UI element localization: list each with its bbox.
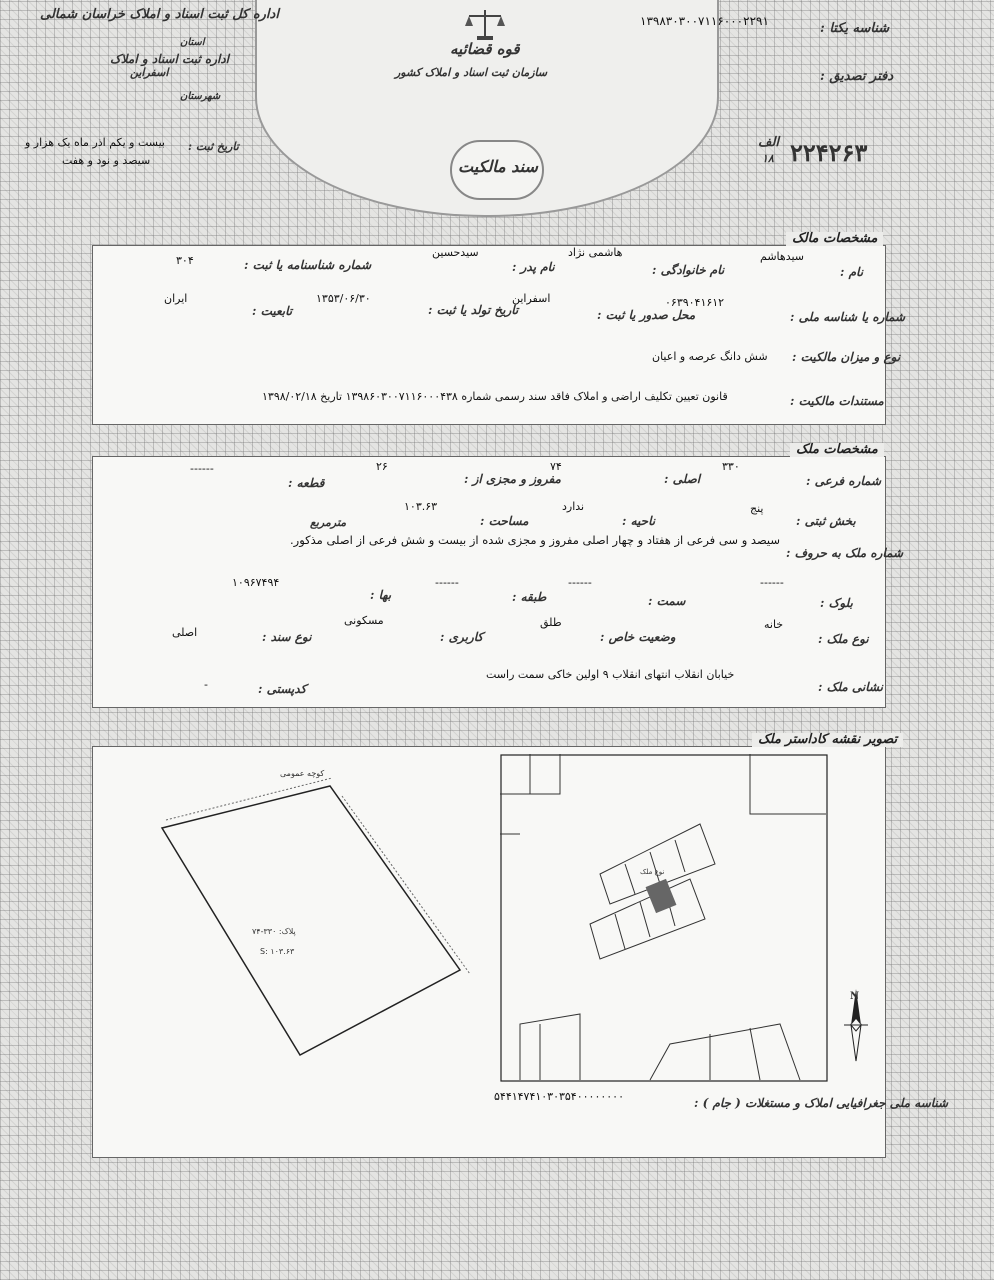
- parcel-block-label: پلاک: ۳۳۰-۷۴: [252, 927, 296, 936]
- number-in-words-value: سیصد و سی فرعی از هفتاد و چهار اصلی مفروز و مجزی شده از بیست و شش فرعی از اصلی مذکور.: [290, 533, 781, 547]
- org-name: سازمان ثبت اسناد و املاک کشور: [395, 66, 548, 79]
- special-status-value: طلق: [540, 616, 562, 629]
- left-org-line2: اداره ثبت اسناد و املاک: [110, 52, 230, 66]
- district-label: ناحیه :: [622, 514, 656, 528]
- document-type-value: اصلی: [172, 626, 198, 639]
- owner-birth-value: ۱۳۵۳/۰۶/۳۰: [316, 292, 371, 305]
- number-in-words-label: شماره ملک به حروف :: [786, 546, 904, 560]
- main-number-value: ۷۴: [550, 460, 562, 473]
- postal-code-label: کدپستی :: [258, 682, 307, 696]
- sub-number-value: ۳۳۰: [722, 460, 740, 473]
- separated-from-value: ۲۶: [376, 460, 388, 473]
- parcel-plan-drawing: [110, 760, 490, 1090]
- price-label: بها :: [370, 588, 392, 602]
- usage-label: کاربری :: [440, 630, 484, 644]
- owner-birth-label: تاریخ تولد یا ثبت :: [428, 303, 519, 317]
- geo-id-label: شناسه ملی جغرافیایی املاک و مستغلات ( جام ) :: [694, 1096, 949, 1110]
- owner-name-label: نام :: [840, 265, 864, 279]
- postal-code-value: -: [204, 678, 208, 691]
- address-value: خیابان انقلاب انتهای انقلاب ۹ اولین خاکی سمت راست: [486, 668, 735, 681]
- address-label: نشانی ملک :: [818, 680, 883, 694]
- property-type-label: نوع ملک :: [818, 632, 869, 646]
- block-value: ------: [760, 576, 784, 589]
- parcel-area-label: S: ۱۰۳.۶۳: [260, 947, 295, 956]
- district-value: ندارد: [562, 500, 585, 513]
- side-label: سمت :: [648, 594, 686, 608]
- main-number-label: اصلی :: [664, 472, 701, 486]
- cadastre-heading: تصویر نقشه کاداستر ملک: [752, 733, 903, 747]
- tracking-label: شناسه یکتا :: [820, 21, 890, 36]
- scales-of-justice-icon: [465, 6, 505, 42]
- owner-issue-place-value: اسفراین: [512, 292, 551, 305]
- ownership-type-value: شش دانگ عرصه و اعیان: [652, 350, 768, 363]
- owner-father-value: سیدحسین: [432, 246, 479, 259]
- judiciary-title: قوه قضائیه: [450, 40, 520, 58]
- left-province-label: استان: [180, 37, 205, 48]
- serial-number: ۲۲۴۲۶۳: [790, 138, 868, 167]
- floor-value: ------: [435, 576, 459, 589]
- owner-idno-label: شماره شناسنامه یا ثبت :: [244, 258, 372, 272]
- owner-name-value: سیدهاشم: [760, 250, 804, 263]
- left-org-line1: اداره کل ثبت اسناد و املاک خراسان شمالی: [40, 7, 279, 22]
- size-label: مساحت :: [480, 514, 529, 528]
- piece-value: ------: [190, 462, 214, 475]
- owner-issue-place-label: محل صدور یا ثبت :: [597, 308, 696, 322]
- north-label: N: [850, 991, 860, 1002]
- owner-national-value: ۰۶۳۹۰۴۱۶۱۲: [665, 296, 725, 309]
- separated-from-label: مفروز و مجزی از :: [464, 472, 561, 486]
- section-value: پنج: [750, 502, 764, 515]
- reg-date-label: تاریخ ثبت :: [188, 140, 239, 153]
- reg-date-line2: سیصد و نود و هفت: [62, 154, 151, 167]
- owner-idno-value: ۳۰۴: [176, 254, 194, 267]
- owner-father-label: نام پدر :: [512, 260, 555, 274]
- confirm-office-label: دفتر تصدیق :: [820, 69, 894, 84]
- owner-national-label: شماره یا شناسه ملی :: [790, 310, 906, 324]
- owner-nationality-value: ایران: [164, 292, 188, 305]
- series-number: ۱۸: [762, 152, 774, 165]
- sub-number-label: شماره فرعی :: [806, 474, 882, 488]
- series-letter: الف: [758, 135, 780, 150]
- owner-family-label: نام خانوادگی :: [652, 263, 725, 277]
- location-map-drawing: [500, 754, 830, 1084]
- special-status-label: وضعیت خاص :: [600, 630, 676, 644]
- section-label: بخش ثبتی :: [796, 514, 856, 528]
- road-label: کوچه عمومی: [280, 769, 325, 778]
- ownership-basis-value: قانون تعیین تکلیف اراضی و املاک فاقد سند رسمی شماره ۱۳۹۸۶۰۳۰۰۷۱۱۶۰۰۰۴۳۸ تاریخ ۱۳۹۸/۰۲/۱۸: [262, 390, 728, 403]
- price-value: ۱۰۹۶۷۴۹۴: [232, 576, 280, 589]
- owner-family-value: هاشمی نژاد: [568, 246, 623, 259]
- size-unit: مترمربع: [310, 516, 347, 529]
- size-value: ۱۰۳.۶۳: [404, 500, 438, 513]
- property-type-value: خانه: [764, 618, 784, 631]
- side-value: ------: [568, 576, 592, 589]
- reg-date-line1: بیست و یکم اذر ماه یک هزار و: [25, 136, 165, 149]
- ownership-basis-label: مستندات مالکیت :: [790, 394, 884, 408]
- property-heading: مشخصات ملک: [790, 443, 884, 457]
- left-city-label: شهرستان: [180, 91, 221, 102]
- left-city: اسفراین: [130, 66, 169, 79]
- owner-heading: مشخصات مالک: [786, 232, 883, 246]
- parcel-type-label: نوع ملک: [640, 868, 665, 876]
- document-type-label: نوع سند :: [262, 630, 312, 644]
- tracking-value: ۱۳۹۸۳۰۳۰۰۷۱۱۶۰۰۰۲۲۹۱: [640, 14, 769, 28]
- ownership-type-label: نوع و میزان مالکیت :: [792, 350, 901, 364]
- block-label: بلوک :: [820, 596, 853, 610]
- geo-id-value: ۵۴۴۱۴۷۴۱۰۳۰۳۵۴۰۰۰۰۰۰۰۰: [494, 1090, 624, 1103]
- seal-title: سند مالکیت: [458, 157, 538, 176]
- owner-nationality-label: تابعیت :: [252, 304, 293, 318]
- piece-label: قطعه :: [288, 476, 325, 490]
- floor-label: طبقه :: [512, 590, 547, 604]
- usage-value: مسکونی: [344, 614, 384, 627]
